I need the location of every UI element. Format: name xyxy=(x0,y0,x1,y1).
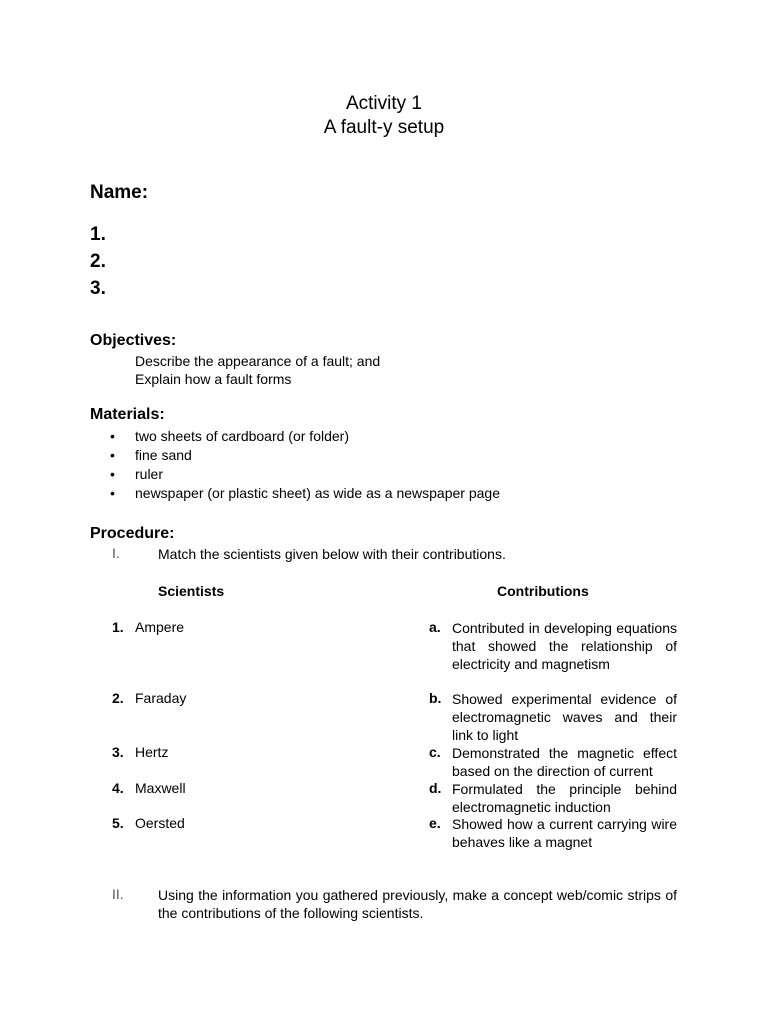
step-2-text: Using the information you gathered previously, make a concept web/comic strips of the contributions of the following scientists. xyxy=(158,887,677,921)
objective-item: Explain how a fault forms xyxy=(135,371,292,387)
name-label: Name: xyxy=(90,182,149,203)
contribution-letter: b. xyxy=(429,690,442,706)
scientist-number: 5. xyxy=(112,815,124,831)
step-1-numeral: I. xyxy=(112,545,120,561)
step-2-numeral: II. xyxy=(112,886,124,902)
materials-heading: Materials: xyxy=(90,406,165,423)
contribution-letter: a. xyxy=(429,619,441,635)
activity-title: Activity 1 xyxy=(345,93,423,114)
contribution-letter: d. xyxy=(429,780,442,796)
scientist-name: Faraday xyxy=(135,690,187,706)
contribution-text: Demonstrated the magnetic effect based on the direction of current xyxy=(452,745,677,779)
step-1-text: Match the scientists given below with their contributions. xyxy=(158,546,506,562)
scientists-column-header: Scientists xyxy=(158,583,225,599)
materials-item: • fine sand xyxy=(110,446,500,465)
scientist-name: Ampere xyxy=(135,619,185,635)
materials-item: • newspaper (or plastic sheet) as wide as a newspaper page xyxy=(110,484,500,503)
contributions-column-header: Contributions xyxy=(497,583,589,599)
contribution-text: Showed experimental evidence of electromagnetic waves and their link to light xyxy=(452,691,677,743)
contribution-text: Showed how a current carrying wire behaves like a magnet xyxy=(452,816,677,850)
name-line-1: 1. xyxy=(90,224,106,245)
scientist-name: Hertz xyxy=(135,744,169,760)
name-line-2: 2. xyxy=(90,251,106,272)
contribution-letter: c. xyxy=(429,744,441,760)
objective-item: Describe the appearance of a fault; and xyxy=(135,353,381,369)
materials-list xyxy=(110,427,500,503)
contribution-text: Contributed in developing equations that showed the relationship of electricity and magnetism xyxy=(452,620,677,672)
contribution-letter: e. xyxy=(429,815,441,831)
scientist-number: 3. xyxy=(112,744,124,760)
activity-subtitle: A fault-y setup xyxy=(323,117,445,138)
contribution-text: Formulated the principle behind electromagnetic induction xyxy=(452,781,677,815)
materials-item: • ruler xyxy=(110,465,500,484)
scientist-name: Maxwell xyxy=(135,780,186,796)
materials-item: • two sheets of cardboard (or folder) xyxy=(110,427,500,446)
scientist-number: 1. xyxy=(112,619,124,635)
procedure-heading: Procedure: xyxy=(90,525,175,542)
name-line-3: 3. xyxy=(90,278,106,299)
scientist-number: 2. xyxy=(112,690,124,706)
objectives-heading: Objectives: xyxy=(90,332,177,349)
scientist-number: 4. xyxy=(112,780,124,796)
scientist-name: Oersted xyxy=(135,815,185,831)
